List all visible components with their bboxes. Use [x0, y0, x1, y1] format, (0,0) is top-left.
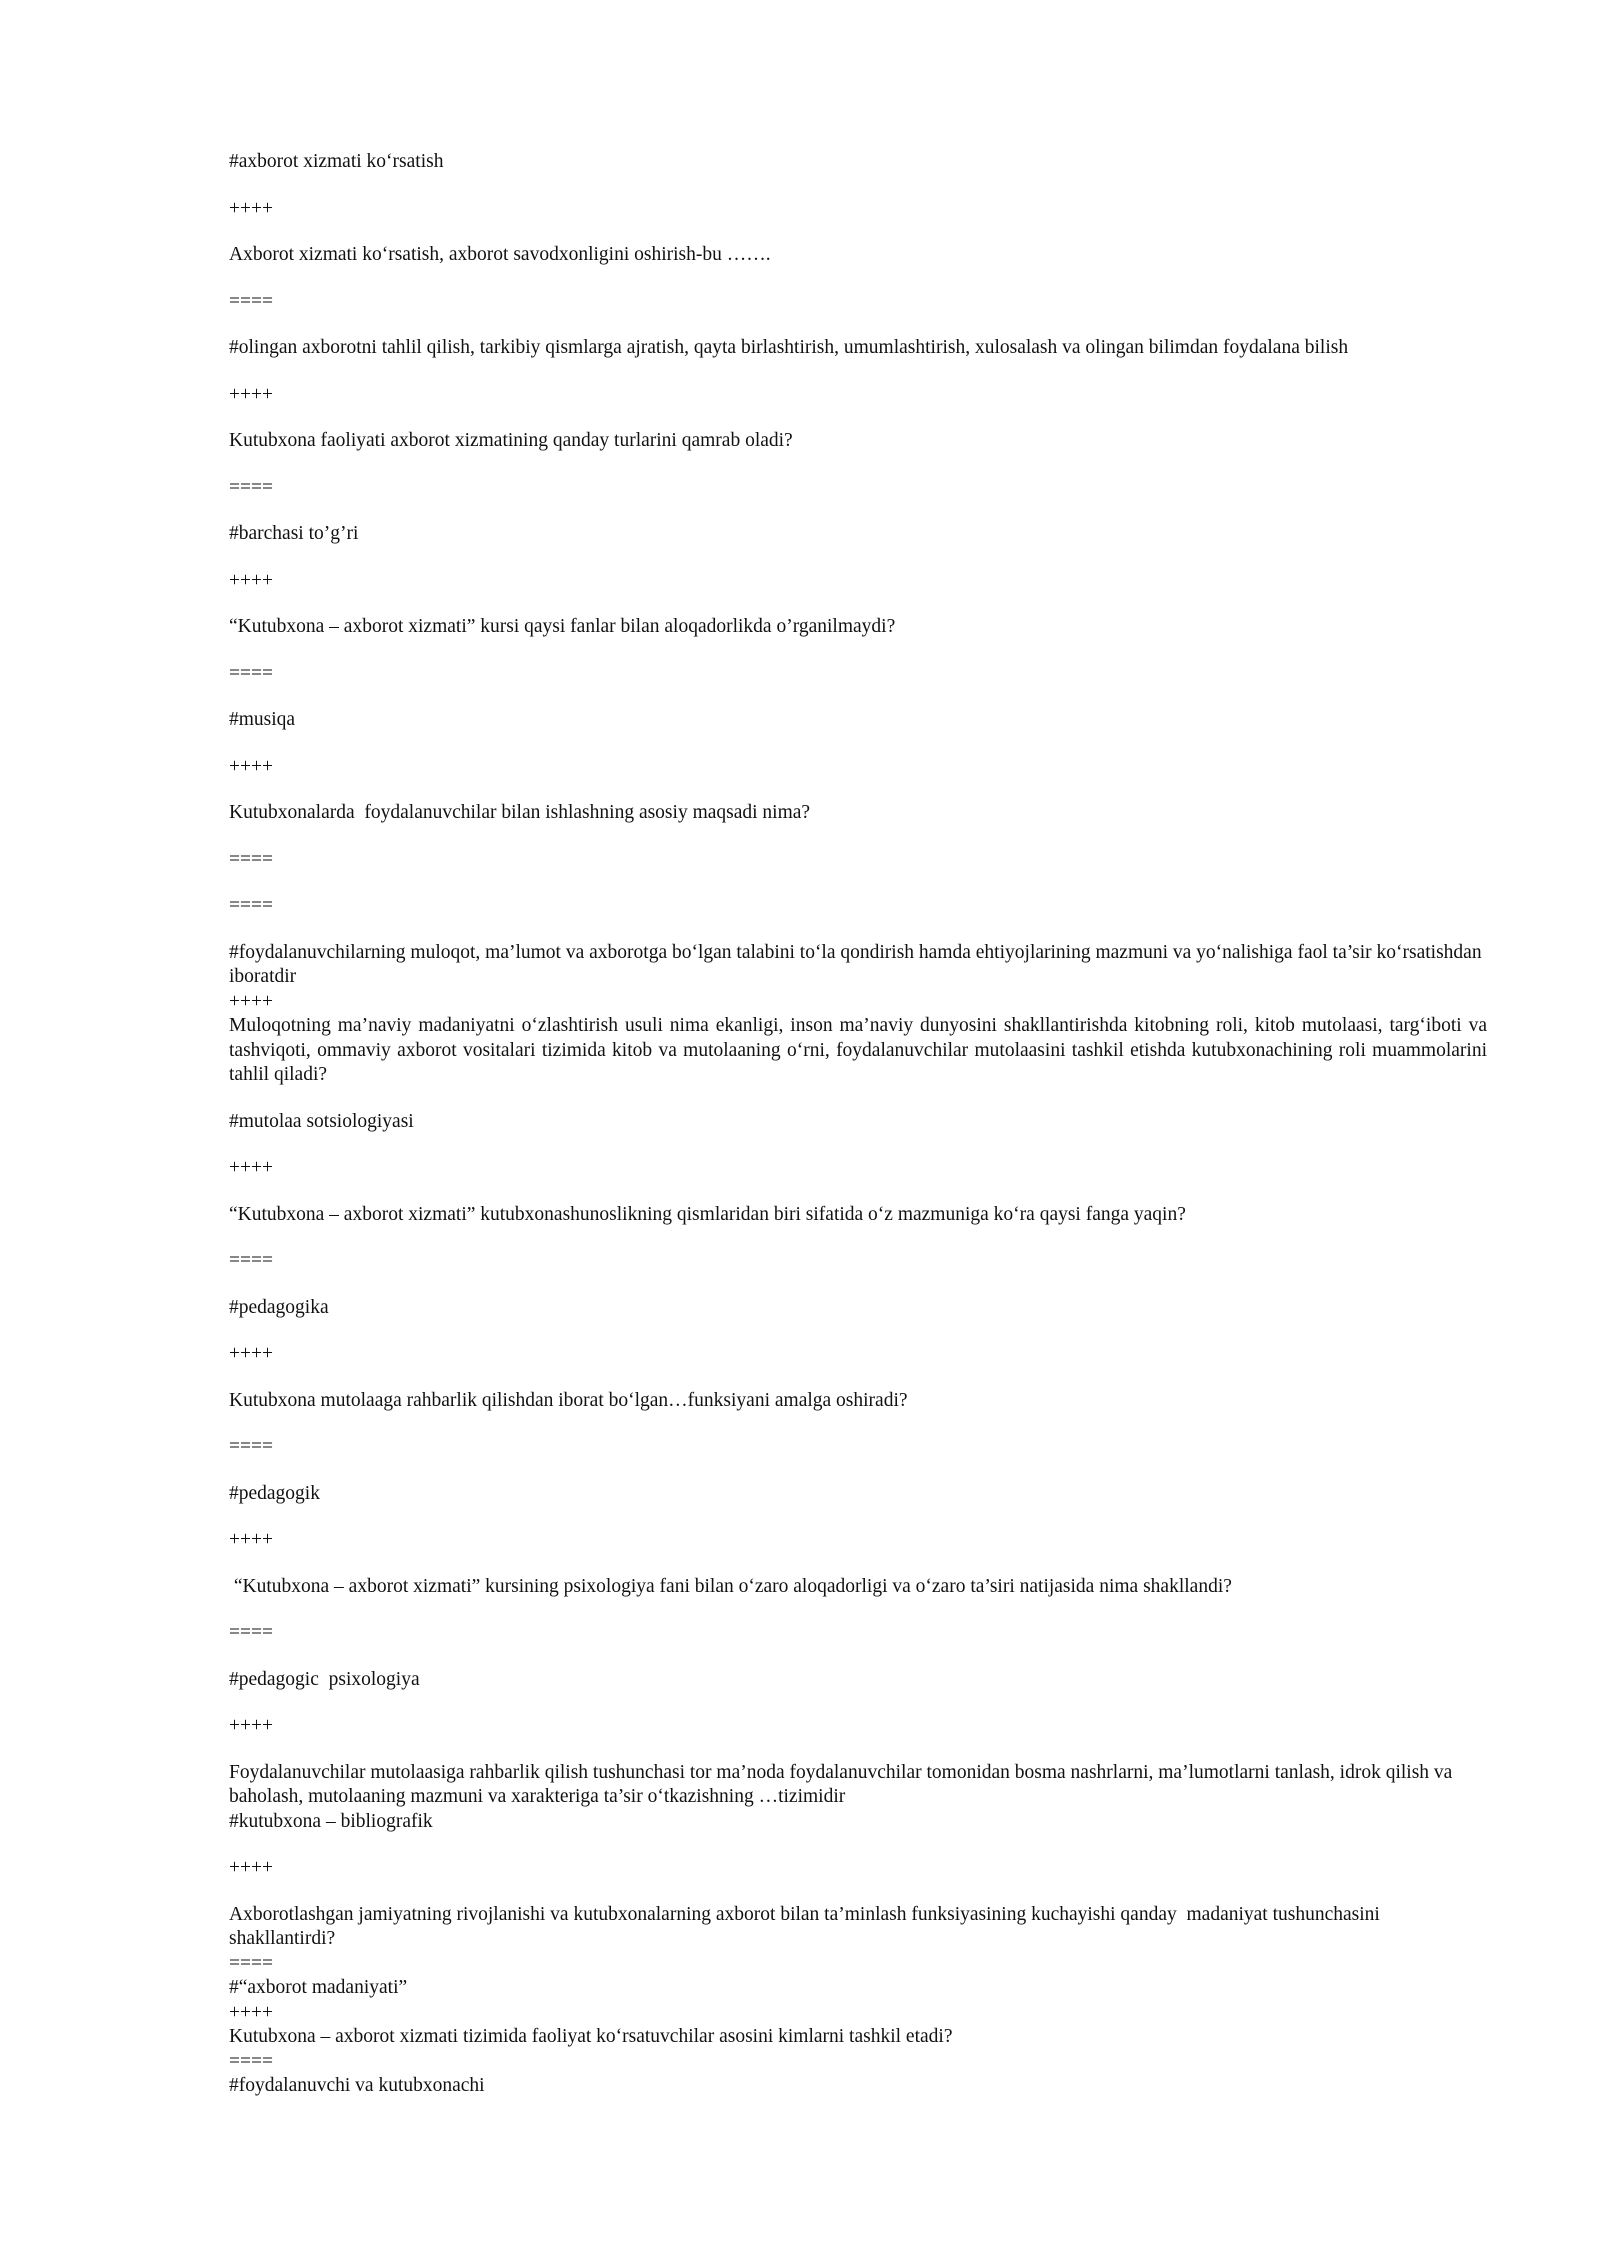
answer-line: #olingan axborotni tahlil qilish, tarkibiy qismlarga ajratish, qayta birlashtirish, umumlashtirish, xulosalash va olingan bilimdan foydalana bilish [229, 337, 1349, 358]
answer-line: #foydalanuvchi va kutubxonachi [229, 2075, 485, 2096]
separator-equals: ==== [229, 1436, 273, 1457]
separator-equals: ==== [229, 895, 273, 916]
separator-plus: ++++ [229, 1529, 273, 1550]
separator-equals: ==== [229, 848, 273, 870]
answer-line: #mutolaa sotsiologiyasi [229, 1110, 414, 1132]
question-line: Foydalanuvchilar mutolaasiga rahbarlik qilish tushunchasi tor ma’noda foydalanuvchilar tomonidan bosma nashrlarni, ma’lumotlarni tanlash, idrok qilish va baholash, mutolaaning mazmuni va xarakteriga ta’sir o‘tkazishning …tizimidir [229, 1761, 1458, 1807]
question-line: “Kutubxona – axborot xizmati” kursining psixologiya fani bilan o‘zaro aloqadorligi va o‘zaro ta’siri natijasida nima shakllandi? [229, 1575, 1232, 1597]
answer-line: #“axborot madaniyati” [229, 1977, 408, 1998]
question-line: Axborot xizmati ko‘rsatish, axborot savodxonligini oshirish-bu ……. [229, 244, 771, 265]
separator-plus: ++++ [229, 197, 273, 219]
separator-equals: ==== [229, 662, 273, 684]
separator-plus: ++++ [229, 1857, 273, 1878]
answer-line: #pedagogic psixologiya [229, 1668, 420, 1690]
question-line: Kutubxonalarda foydalanuvchilar bilan ishlashning asosiy maqsadi nima? [229, 802, 811, 823]
answer-line: #axborot xizmati ko‘rsatish [229, 151, 444, 172]
answer-line: #barchasi to’g’ri [229, 523, 359, 544]
question-line: “Kutubxona – axborot xizmati” kursi qaysi fanlar bilan aloqadorlikda o’rganilmaydi? [229, 616, 896, 637]
separator-equals: ==== [229, 1952, 273, 1974]
answer-line: #foydalanuvchilarning muloqot, ma’lumot va axborotga bo‘lgan talabini to‘la qondirish hamda ehtiyojlarining mazmuni va yo‘nalishiga faol ta’sir ko‘rsatishdan iboratdir [229, 941, 1487, 987]
separator-plus: ++++ [229, 755, 273, 777]
separator-equals: ==== [229, 476, 273, 498]
separator-plus: ++++ [229, 1157, 273, 1178]
question-line: Kutubxona – axborot xizmati tizimida faoliyat ko‘rsatuvchilar asosini kimlarni tashkil etadi? [229, 2026, 953, 2047]
answer-line: #kutubxona – bibliografik [229, 1810, 433, 1832]
separator-plus: ++++ [229, 1343, 273, 1364]
question-line: Kutubxona faoliyati axborot xizmatining qanday turlarini qamrab oladi? [229, 430, 793, 451]
separator-equals: ==== [229, 1250, 273, 1271]
separator-plus: ++++ [229, 2001, 273, 2023]
answer-line: #musiqa [229, 709, 296, 730]
question-line: Kutubxona mutolaaga rahbarlik qilishdan iborat bo‘lgan…funksiyani amalga oshiradi? [229, 1389, 908, 1411]
answer-line: #pedagogika [229, 1296, 329, 1318]
separator-plus: ++++ [229, 383, 273, 405]
separator-equals: ==== [229, 2050, 273, 2072]
question-line: “Kutubxona – axborot xizmati” kutubxonashunoslikning qismlaridan biri sifatida o‘z mazmuniga ko‘ra qaysi fanga yaqin? [229, 1203, 1186, 1225]
separator-equals: ==== [229, 1622, 273, 1643]
separator-equals: ==== [229, 290, 273, 312]
separator-plus: ++++ [229, 1715, 273, 1736]
separator-plus: ++++ [229, 569, 273, 591]
answer-line: #pedagogik [229, 1482, 320, 1504]
question-line: Axborotlashgan jamiyatning rivojlanishi va kutubxonalarning axborot bilan ta’minlash funksiyasining kuchayishi qanday madaniyat tushunchasini shakllantirdi? [229, 1903, 1385, 1949]
document-body [229, 150, 1492, 2099]
separator-plus: ++++ [229, 990, 273, 1012]
question-line: Muloqotning ma’naviy madaniyatni o‘zlashtirish usuli nima ekanligi, inson ma’naviy dunyosini shakllantirishda kitobning roli, kitob mutolaasi, targ‘iboti va tashviqoti, ommaviy axborot vositalari tizimida kitob va mutolaaning o‘rni, foydalanuvchilar mutolaasini tashkil etishda kutubxonachining roli muammolarini tahlil qiladi? [229, 1015, 1492, 1085]
